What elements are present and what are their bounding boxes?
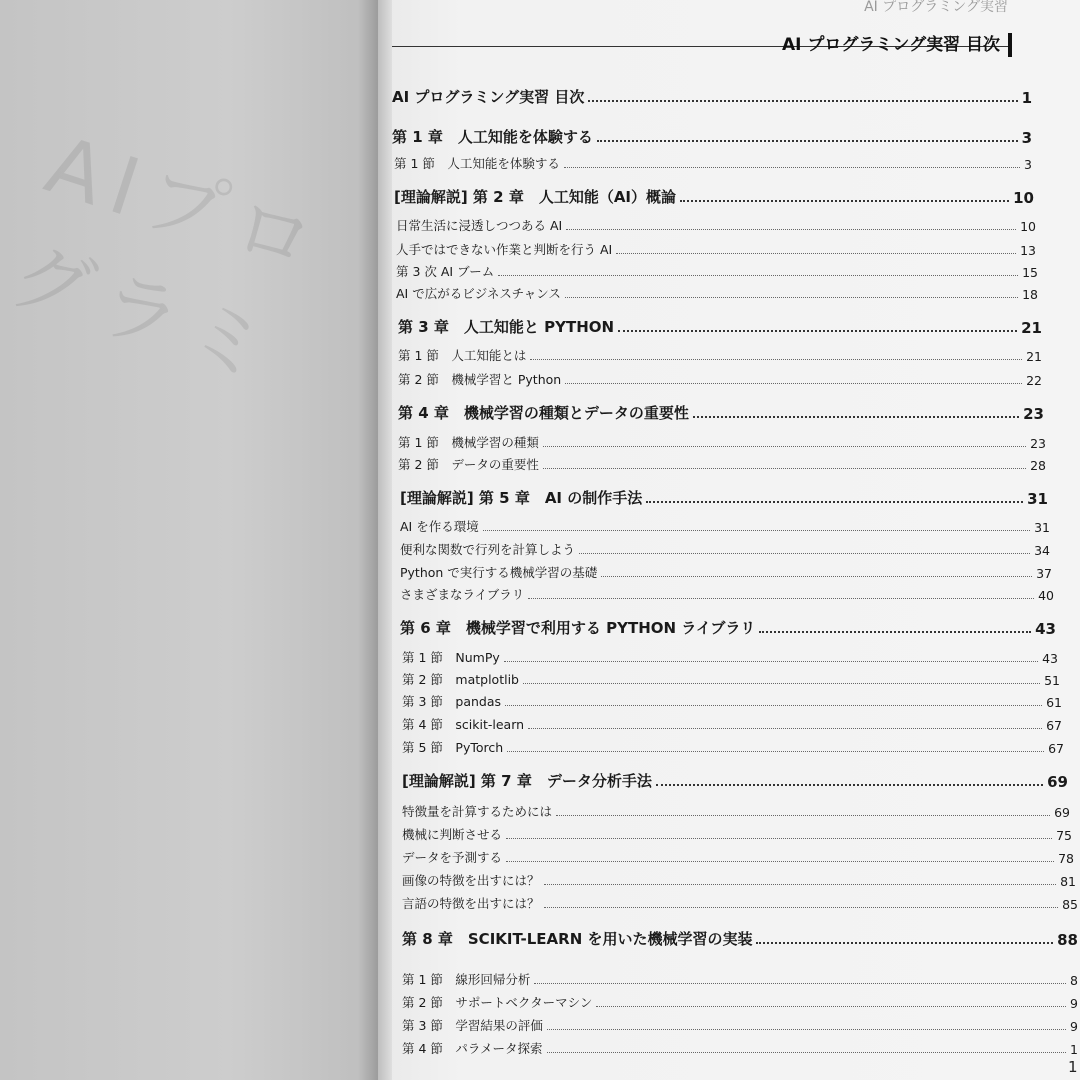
- dot-leader: [596, 1006, 1066, 1007]
- toc-entry-page-number: 40: [1038, 588, 1054, 603]
- toc-entry-page-number: 9: [1070, 1019, 1078, 1034]
- toc-section-entry: [396, 284, 1038, 302]
- toc-entry-page-number: 43: [1035, 620, 1056, 638]
- toc-entry-page-number: 88: [1057, 931, 1078, 949]
- dot-leader: [693, 416, 1019, 418]
- toc-section-entry: [402, 692, 1062, 710]
- toc-section-entry: [402, 648, 1058, 666]
- toc-entry-page-number: 22: [1026, 373, 1042, 388]
- toc-entry-title: さまざまなライブラリ: [400, 587, 525, 602]
- toc-entry-title: 第 3 節 学習結果の評価: [402, 1018, 543, 1033]
- toc-entry-page-number: 8: [1070, 973, 1078, 988]
- dot-leader: [544, 884, 1057, 885]
- toc-section-entry: [402, 1039, 1078, 1057]
- toc-chapter-entry: [392, 126, 1032, 147]
- toc-entry-title: 言語の特徴を出すには？: [402, 896, 540, 911]
- dot-leader: [588, 100, 1017, 102]
- dot-leader: [544, 907, 1059, 908]
- toc-entry-title: 人手ではできない作業と判断を行う AI: [396, 242, 613, 257]
- toc-entry-page-number: 1: [1070, 1042, 1078, 1057]
- running-header: AI プログラミング実習: [864, 0, 1008, 15]
- dot-leader: [507, 751, 1044, 752]
- toc-entry-title: [理論解説] 第 5 章 AI の制作手法: [400, 489, 643, 507]
- toc-section-entry: [394, 154, 1032, 172]
- toc-entry-title: 便利な関数で行列を計算しよう: [400, 542, 576, 557]
- dot-leader: [530, 359, 1022, 360]
- toc-entry-page-number: 15: [1022, 265, 1038, 280]
- dot-leader: [616, 253, 1016, 254]
- toc-entry-title: 第 2 節 機械学習と Python: [398, 372, 562, 387]
- toc-section-entry: [402, 715, 1062, 733]
- dot-leader: [756, 942, 1053, 944]
- toc-section-entry: [402, 894, 1078, 912]
- toc-chapter-entry: [398, 316, 1042, 337]
- toc-chapter-entry: [402, 928, 1078, 949]
- toc-entry-title: 第 5 節 PyTorch: [402, 740, 504, 755]
- toc-chapter-entry: [394, 186, 1034, 207]
- bleed-through-text: AIプログラミ: [0, 118, 337, 402]
- toc-chapter-entry: [402, 770, 1068, 791]
- dot-leader: [566, 229, 1016, 230]
- toc-entry-page-number: 3: [1024, 157, 1032, 172]
- dot-leader: [506, 838, 1052, 839]
- dot-leader: [523, 683, 1040, 684]
- toc-entry-page-number: 21: [1021, 319, 1042, 337]
- toc-entry-page-number: 3: [1021, 129, 1032, 147]
- toc-entry-title: AI を作る環境: [400, 519, 479, 534]
- toc-entry-page-number: 18: [1022, 287, 1038, 302]
- toc-entry-title: 第 3 章 人工知能と PYTHON: [398, 318, 615, 336]
- toc-entry-title: AI で広がるビジネスチャンス: [396, 286, 561, 301]
- toc-entry-page-number: 67: [1048, 741, 1064, 756]
- toc-section-entry: [396, 262, 1038, 280]
- toc-entry-page-number: 69: [1047, 773, 1068, 791]
- toc-section-entry: [402, 970, 1078, 988]
- toc-section-entry: [396, 240, 1036, 258]
- dot-leader: [547, 1052, 1067, 1053]
- toc-entry-title: 第 1 節 人工知能とは: [398, 348, 527, 363]
- toc-entry-title: 第 1 節 NumPy: [402, 650, 500, 665]
- toc-entry-page-number: 21: [1026, 349, 1042, 364]
- toc-entry-page-number: 61: [1046, 695, 1062, 710]
- toc-section-entry: [402, 871, 1076, 889]
- toc-section-entry: [402, 848, 1074, 866]
- dot-leader: [564, 167, 1020, 168]
- dot-leader: [483, 530, 1030, 531]
- toc-section-entry: [402, 1016, 1078, 1034]
- toc-section-entry: [398, 455, 1046, 473]
- page-title: AI プログラミング実習 目次: [782, 33, 1012, 57]
- dot-leader: [565, 383, 1022, 384]
- toc-entry-title: 第 4 章 機械学習の種類とデータの重要性: [398, 404, 689, 422]
- dot-leader: [565, 297, 1018, 298]
- toc-entry-title: 第 1 章 人工知能を体験する: [392, 128, 593, 146]
- toc-entry-page-number: 31: [1034, 520, 1050, 535]
- dot-leader: [534, 983, 1066, 984]
- toc-entry-page-number: 1: [1021, 89, 1032, 107]
- toc-entry-page-number: 23: [1030, 436, 1046, 451]
- toc-section-entry: [402, 825, 1072, 843]
- toc-entry-page-number: 67: [1046, 718, 1062, 733]
- toc-entry-page-number: 75: [1056, 828, 1072, 843]
- dot-leader: [543, 468, 1026, 469]
- toc-entry-title: 第 3 次 AI ブーム: [396, 264, 495, 279]
- toc-section-entry: [400, 563, 1052, 581]
- toc-entry-page-number: 51: [1044, 673, 1060, 688]
- toc-entry-title: Python で実行する機械学習の基礎: [400, 565, 598, 580]
- toc-chapter-entry: [400, 617, 1056, 638]
- toc-entry-title: 第 1 節 機械学習の種類: [398, 435, 539, 450]
- toc-entry-title: 日常生活に浸透しつつある AI: [396, 218, 563, 233]
- dot-leader: [759, 631, 1031, 633]
- toc-entry-title: 第 4 節 scikit-learn: [402, 717, 525, 732]
- dot-leader: [601, 576, 1032, 577]
- toc-section-entry: [402, 802, 1070, 820]
- toc-entry-page-number: 10: [1020, 219, 1036, 234]
- dot-leader: [556, 815, 1050, 816]
- page-number: 1: [1068, 1058, 1078, 1076]
- toc-chapter-entry: [392, 86, 1032, 107]
- toc-entry-page-number: 43: [1042, 651, 1058, 666]
- toc-entry-title: AI プログラミング実習 目次: [392, 88, 585, 106]
- toc-section-entry: [396, 216, 1036, 234]
- dot-leader: [597, 140, 1018, 142]
- toc-entry-title: 第 2 節 データの重要性: [398, 457, 539, 472]
- toc-section-entry: [400, 517, 1050, 535]
- toc-entry-page-number: 9: [1070, 996, 1078, 1011]
- dot-leader: [498, 275, 1018, 276]
- dot-leader: [579, 553, 1030, 554]
- toc-entry-page-number: 13: [1020, 243, 1036, 258]
- toc-section-entry: [400, 585, 1054, 603]
- toc-section-entry: [402, 738, 1064, 756]
- dot-leader: [506, 861, 1054, 862]
- toc-entry-title: 第 2 節 サポートベクターマシン: [402, 995, 593, 1010]
- dot-leader: [547, 1029, 1066, 1030]
- toc-entry-title: 第 3 節 pandas: [402, 694, 502, 709]
- toc-entry-title: 第 8 章 SCIKIT-LEARN を用いた機械学習の実装: [402, 930, 753, 948]
- toc-entry-page-number: 10: [1013, 189, 1034, 207]
- toc-entry-page-number: 23: [1023, 405, 1044, 423]
- toc-entry-page-number: 34: [1034, 543, 1050, 558]
- dot-leader: [505, 705, 1042, 706]
- toc-section-entry: [398, 370, 1042, 388]
- toc-entry-title: 特徴量を計算するためには: [402, 804, 553, 819]
- dot-leader: [656, 784, 1043, 786]
- dot-leader: [646, 501, 1023, 503]
- toc-entry-title: 画像の特徴を出すには？: [402, 873, 540, 888]
- toc-entry-title: データを予測する: [402, 850, 503, 865]
- toc-entry-page-number: 85: [1062, 897, 1078, 912]
- dot-leader: [528, 598, 1034, 599]
- toc-entry-title: 第 1 節 人工知能を体験する: [394, 156, 560, 171]
- toc-entry-title: [理論解説] 第 2 章 人工知能（AI）概論: [394, 188, 677, 206]
- dot-leader: [618, 330, 1017, 332]
- toc-section-entry: [398, 346, 1042, 364]
- toc-entry-page-number: 81: [1060, 874, 1076, 889]
- toc-entry-page-number: 69: [1054, 805, 1070, 820]
- toc-entry-title: [理論解説] 第 7 章 データ分析手法: [402, 772, 652, 790]
- toc-entry-title: 第 6 章 機械学習で利用する PYTHON ライブラリ: [400, 619, 756, 637]
- toc-entry-page-number: 37: [1036, 566, 1052, 581]
- toc-entry-page-number: 28: [1030, 458, 1046, 473]
- toc-section-entry: [402, 993, 1078, 1011]
- dot-leader: [680, 200, 1009, 202]
- toc-entry-title: 第 2 節 matplotlib: [402, 672, 519, 687]
- dot-leader: [528, 728, 1042, 729]
- toc-entry-title: 第 4 節 パラメータ探索: [402, 1041, 543, 1056]
- dot-leader: [504, 661, 1038, 662]
- toc-section-entry: [400, 540, 1050, 558]
- toc-chapter-entry: [400, 487, 1048, 508]
- toc-section-entry: [402, 670, 1060, 688]
- toc-entry-page-number: 78: [1058, 851, 1074, 866]
- dot-leader: [543, 446, 1026, 447]
- toc-chapter-entry: [398, 402, 1044, 423]
- toc-entry-page-number: 31: [1027, 490, 1048, 508]
- toc-section-entry: [398, 433, 1046, 451]
- toc-entry-title: 機械に判断させる: [402, 827, 503, 842]
- toc-entry-title: 第 1 節 線形回帰分析: [402, 972, 531, 987]
